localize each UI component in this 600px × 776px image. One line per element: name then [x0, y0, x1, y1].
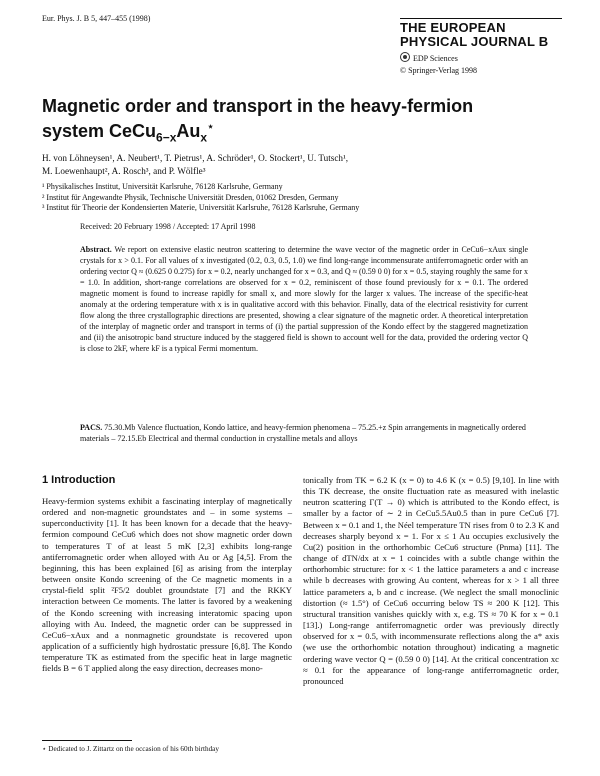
abstract-label: Abstract.: [80, 245, 112, 254]
journal-title-line2: PHYSICAL JOURNAL B: [400, 34, 549, 49]
footnote-rule: [42, 740, 132, 741]
body-column-left: Heavy-fermion systems exhibit a fascinating interplay of magnetically ordered and non-magnetic groundstates and – in some systems – superconductivity [1]. It has been known for a decade that the heavy-fermion compound CeCu6 which does not show magnetic order down to temperatures T of at least 5 mK [2,3] exhibits long-range antiferromagnetic order when alloyed with Au or Ag [4,5]. From the beginning, this has been explained [6] as arising from the interplay between onsite Kondo screening of the Ce magnetic moments in a crystal-field split ²F5/2 doublet groundstate [7] and the RKKY interaction between Ce moments. The latter is favored by a weakening of the Kondo screening with increasing interatomic spacing upon alloying with Au. Indeed, the magnetic order can be suppressed in CeCu6−xAux and a nonmagnetic groundstate is recovered upon application of a sufficiently high hydrostatic pressure [6,8]. The Kondo temperature TK as estimated from the specific heat in large magnetic fields B = 6 T applied along the easy direction, decreases mono-: [42, 496, 292, 674]
received-dates: Received: 20 February 1998 / Accepted: 17 April 1998: [80, 222, 256, 231]
pacs-label: PACS.: [80, 423, 103, 432]
copyright-line: © Springer-Verlag 1998: [400, 66, 478, 75]
title-subscript: 6−x: [156, 130, 177, 145]
journal-header: [400, 18, 562, 75]
pacs-codes: [80, 422, 528, 444]
title-formula-au: Au: [176, 121, 201, 141]
abstract-text: We report on extensive elastic neutron scattering to determine the wave vector of the magnetic order in CeCu6−xAux single crystals for x > 0.1. For all values of x investigated (0.2, 0.3, 0.5, 1.0) we find long-range incommensurate antiferromagnetic order with an ordering vector Q ≈ (0.625 0 0.275) for x = 0.2, nearly unchanged for x = 0.3, and Q ≈ (0.59 0 0) for x = 0.5, staying roughly the same for x = 1.0. In addition, short-range correlations are observed for x = 0.2, reminiscent of those found previously for x = 0.1. The ordered magnetic moment is found to increase rapidly for small x, and more slowly for the larger x values. The increase of the specific-heat anomaly at the ordering temperature with x is in qualitative accord with this behavior. Finally, data of the electrical resistivity for current flow along the three crystallographic directions are presented, showing a clear signature of the magnetic order. A theoretical interpretation of the interplay of magnetic order and transport in terms of (i) the partial suppression of the Kondo effect by the staggered magnetization and (ii) the anisotropic band structure induced by the staggered field is shown to account well for the data, provided the ordering vector Q is close to 2kF, where kF is a typical Fermi momentum.: [80, 245, 528, 353]
author-list: [42, 152, 562, 178]
title-line2: [42, 117, 562, 149]
footnote: ⋆ Dedicated to J. Zittartz on the occasion of his 60th birthday: [42, 745, 219, 753]
affiliations: [42, 182, 562, 214]
publisher-name: EDP Sciences: [413, 54, 458, 63]
body-column-right: tonically from TK = 6.2 K (x = 0) to 4.6 K (x = 0.5) [9,10]. In line with this TK decrease, the onsite fluctuation rate as measured with inelastic neutron scattering Γ(T → 0) which is attributed to the Kondo effect, is smaller by a factor of ∼ 2 in CeCu5.5Au0.5 than in pure CeCu6 [7]. Between x = 0.1 and 1, the Néel temperature TN rises from 0 to 2.3 K and decreases sharply beyond x = 1. For x ≤ 1 Au occupies exclusively the Cu(2) position in the orthorhombic CeCu6 structure (Pnma) [11]. The change of dTN/dx at x = 1 coincides with a subtle change within the orthorhombic structure: for x < 1 the lattice parameters a and c increase while b decreases with growing Au content, whereas for x > 1 all three lattice parameters a, b and c increase. (We neglect the small monoclinic distortion (≈ 1.5°) of CeCu6 occurring below TS ≈ 200 K [12]. This structural transition vanishes quickly with x, e.g. TS ≈ 70 K for x = 0.1 [13].) Long-range antiferromagnetic order was previously directly observed for x = 0.5, with incommensurate reflections along the a* axis (we use the orthorhombic notation throughout) indicating a magnetic ordering wave vector Q = (0.59 0 0) [14]. At the critical concentration xc ≈ 0.1 for the appearance of long-range antiferromagnetic order, pronounced: [303, 475, 559, 686]
journal-citation: Eur. Phys. J. B 5, 447–455 (1998): [42, 14, 151, 23]
journal-rule: [400, 18, 562, 19]
affiliation-3: ³ Institut für Theorie der Kondensierten Materie, Universität Karlsruhe, 76128 Karlsruhe, Germany: [42, 203, 360, 212]
section-heading-introduction: 1 Introduction: [42, 474, 116, 486]
affiliation-1: ¹ Physikalisches Institut, Universität Karlsruhe, 76128 Karlsruhe, Germany: [42, 182, 283, 191]
authors-line1: H. von Löhneysen¹, A. Neubert¹, T. Pietrus¹, A. Schröder¹, O. Stockert¹, U. Tutsch¹,: [42, 153, 349, 163]
authors-line2: M. Loewenhaupt², A. Rosch³, and P. Wölfle³: [42, 166, 206, 176]
paper-title: [42, 96, 562, 149]
abstract: [80, 244, 528, 354]
publisher-line: [400, 52, 562, 63]
title-footnote-mark: ⋆: [207, 121, 214, 133]
edp-logo-icon: [400, 52, 410, 62]
title-formula-prefix: system CeCu: [42, 121, 157, 141]
title-subscript-x: x: [200, 130, 208, 145]
pacs-text: 75.30.Mb Valence fluctuation, Kondo lattice, and heavy-fermion phenomena – 75.25.+z Spin arrangements in magnetically ordered materials – 72.15.Eb Electrical and thermal conduction in crystalline metals and alloys: [80, 423, 526, 443]
journal-title-line1: THE EUROPEAN: [400, 20, 506, 35]
affiliation-2: ² Institut für Angewandte Physik, Technische Universität Dresden, 01062 Dresden, Germany: [42, 192, 339, 202]
title-line1: Magnetic order and transport in the heavy-fermion: [42, 96, 474, 116]
